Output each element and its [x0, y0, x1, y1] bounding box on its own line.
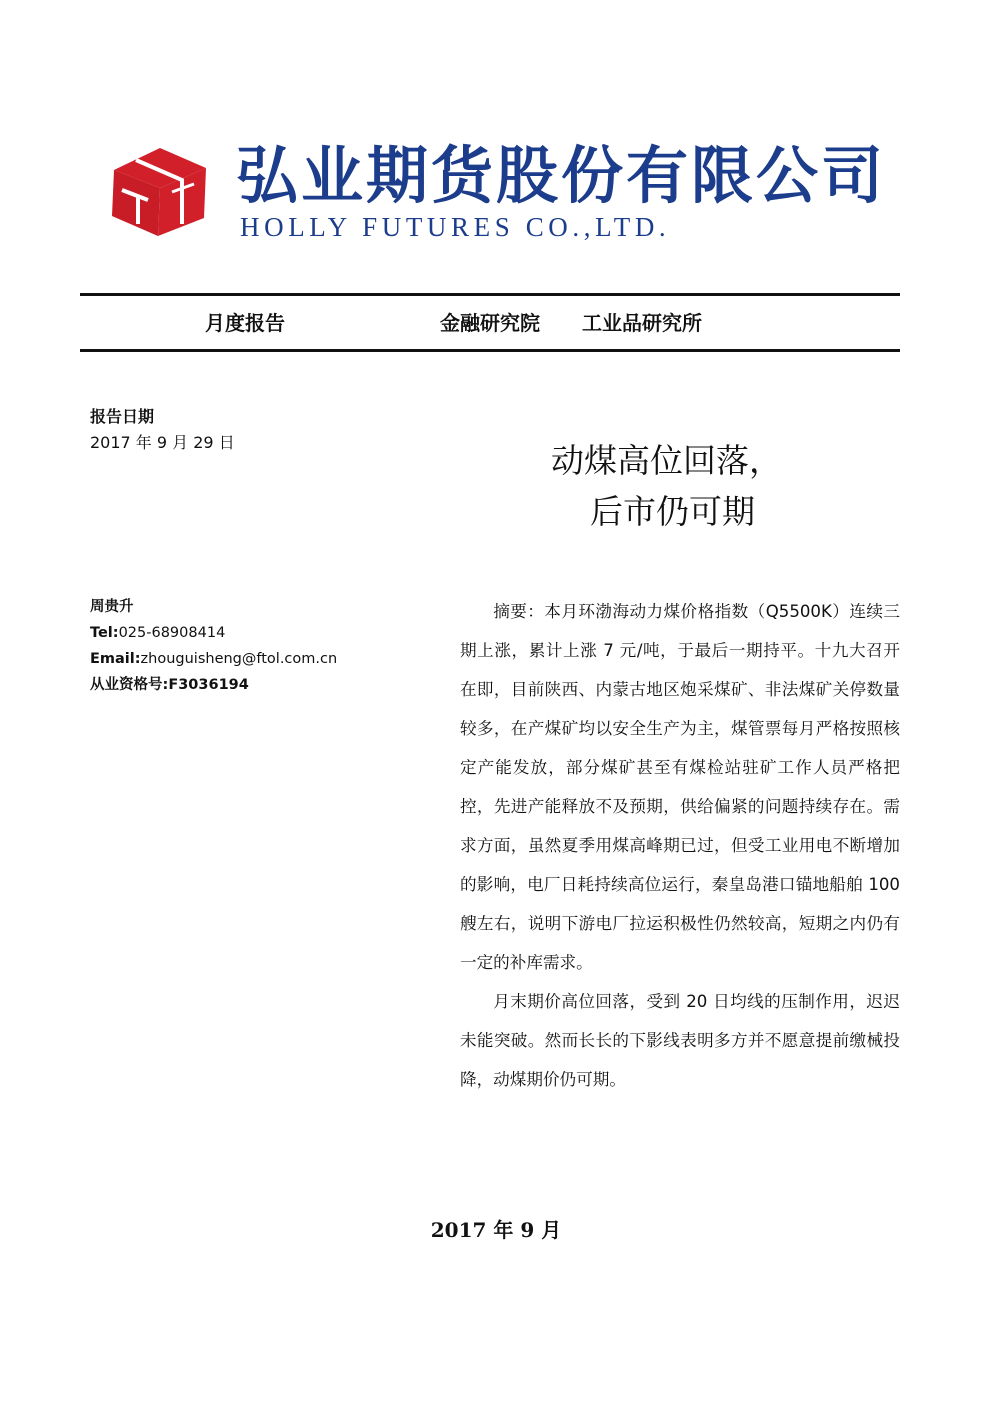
- email-value: zhouguisheng@ftol.com.cn: [140, 651, 338, 667]
- license-label: 从业资格号:: [90, 677, 169, 693]
- header-bottom-rule: [80, 349, 900, 352]
- summary-paragraph-2: 月末期价高位回落，受到 20 日均线的压制作用，迟迟未能突破。然而长长的下影线表明多方并不愿意提前缴械投降，动煤期价仍可期。: [460, 992, 900, 1089]
- license-value: F3036194: [168, 677, 249, 693]
- company-name-cn: 弘业期货股份有限公司: [236, 139, 887, 212]
- summary-paragraph-1: 摘要：本月环渤海动力煤价格指数（Q5500K）连续三期上涨，累计上涨 7 元/吨，于最后一期持平。十九大召开在即，目前陕西、内蒙古地区炮采煤矿、非法煤矿关停数量较多，在产煤矿均以安全生产为主，煤管票每月严格按照核定产能发放，部分煤矿甚至有煤检站驻矿工作人员严格把控，先进产能释放不及预期，供给偏紧的问题持续存在。需求方面，虽然夏季用煤高峰期已过，但受工业用电不断增加的影响，电厂日耗持续高位运行，秦皇岛港口锚地船舶 100 艘左右，说明下游电厂拉运积极性仍然较高，短期之内仍有一定的补库需求。: [460, 602, 900, 972]
- analyst-tel-row: [90, 620, 337, 646]
- institute-name: 金融研究院: [440, 311, 540, 335]
- header-top-rule: [80, 293, 900, 296]
- analyst-info: [90, 594, 337, 698]
- report-title-line2: 后市仍可期: [590, 492, 755, 531]
- analyst-name: 周贵升: [90, 599, 134, 615]
- footer-date: 2017 年 9 月: [430, 1218, 562, 1242]
- report-date-value: 2017 年 9 月 29 日: [90, 433, 235, 452]
- company-name-en: HOLLY FUTURES CO.,LTD.: [240, 212, 671, 242]
- analyst-license-row: [90, 672, 337, 698]
- cube-logo-icon: [108, 140, 212, 238]
- report-type: 月度报告: [205, 311, 285, 335]
- report-date-label: 报告日期: [90, 407, 155, 426]
- email-label: Email:: [90, 651, 141, 667]
- department-name: 工业品研究所: [582, 311, 702, 335]
- company-logo: [108, 139, 887, 242]
- report-title-line1: 动煤高位回落，: [551, 441, 782, 480]
- analyst-email-row: [90, 646, 337, 672]
- tel-label: Tel:: [90, 625, 119, 641]
- tel-value: 025-68908414: [118, 625, 226, 641]
- summary-section: [460, 592, 900, 1099]
